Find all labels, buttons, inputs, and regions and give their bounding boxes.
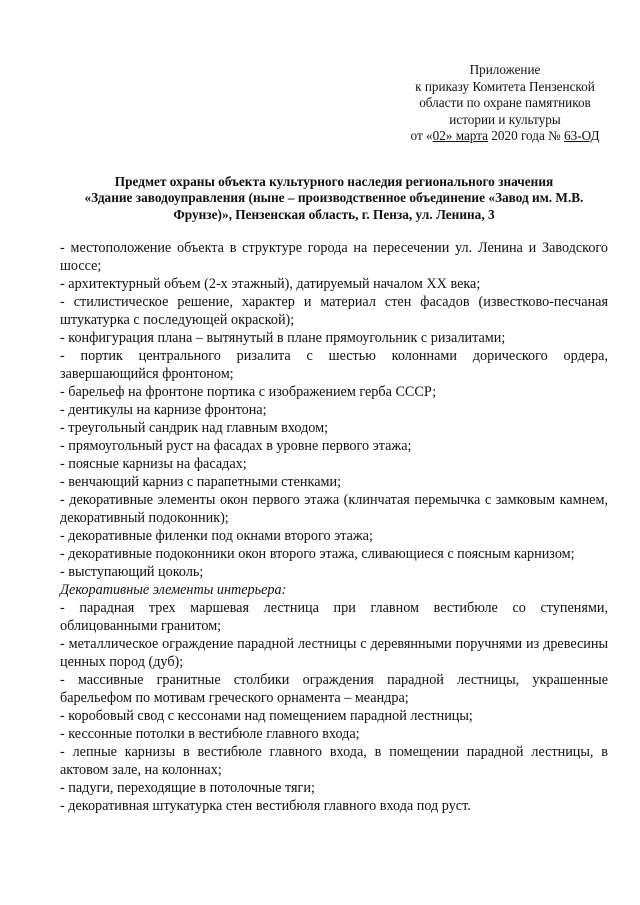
- document-body: [60, 239, 608, 815]
- date-day: 02: [432, 128, 446, 144]
- interior-heading: Декоративные элементы интерьера:: [60, 582, 287, 598]
- list-item: - портик центрального ризалита с шестью колоннами дорического ордера, завершающийся фронтоном;: [60, 348, 608, 382]
- interior-list-item: - падуги, переходящие в потолочные тяги;: [60, 780, 315, 796]
- appendix-committee: области по охране памятников: [419, 95, 591, 111]
- date-year: 2020 года №: [488, 128, 565, 144]
- list-item: - венчающий карниз с парапетными стенками;: [60, 474, 342, 490]
- list-item: - декоративные филенки под окнами второго этажа;: [60, 528, 373, 544]
- list-item: - декоративные подоконники окон второго этажа, сливающиеся с поясным карнизом;: [60, 546, 575, 562]
- interior-list-item: - коробовый свод с кессонами над помещением парадной лестницы;: [60, 708, 473, 724]
- interior-list-item: - декоративная штукатурка стен вестибюля главного входа под руст.: [60, 798, 471, 814]
- title-line-2: «Здание заводоуправления (ныне – производственное объединение «Завод им. М.В.: [84, 190, 584, 206]
- interior-list-item: - массивные гранитные столбики ограждения парадной лестницы, украшенные барельефом по мотивам греческого орнамента – меандра;: [60, 672, 608, 706]
- list-item: - местоположение объекта в структуре города на пересечении ул. Ленина и Заводского шоссе;: [60, 240, 608, 274]
- list-item: - дентикулы на карнизе фронтона;: [60, 402, 267, 418]
- list-item: - конфигурация плана – вытянутый в плане прямоугольник с ризалитами;: [60, 330, 506, 346]
- list-item: - стилистическое решение, характер и материал стен фасадов (известково-песчаная штукатурка с последующей окраской);: [60, 294, 608, 328]
- date-prefix: от «: [410, 128, 433, 144]
- interior-list-item: - лепные карнизы в вестибюле главного входа, в помещении парадной лестницы, в актовом зале, на колоннах;: [60, 744, 608, 778]
- title-line-3: Фрунзе)», Пензенская область, г. Пенза, ул. Ленина, 3: [173, 206, 495, 222]
- appendix-date-line: [400, 128, 610, 145]
- appendix-order-ref: к приказу Комитета Пензенской: [415, 78, 595, 94]
- date-month: марта: [455, 128, 488, 144]
- order-number: 63-ОД: [564, 128, 600, 144]
- title-line-1: Предмет охраны объекта культурного наследия регионального значения: [114, 174, 554, 189]
- list-item: - архитектурный объем (2-х этажный), датируемый началом XX века;: [60, 276, 481, 292]
- list-item: - барельеф на фронтоне портика с изображением герба СССР;: [60, 384, 437, 400]
- list-item: - поясные карнизы на фасадах;: [60, 456, 247, 472]
- document-title: [60, 174, 608, 223]
- appendix-committee-cont: истории и культуры: [449, 111, 561, 127]
- interior-list-item: - кессонные потолки в вестибюле главного входа;: [60, 726, 360, 742]
- list-item: - прямоугольный руст на фасадах в уровне первого этажа;: [60, 438, 412, 454]
- interior-list-item: - парадная трех маршевая лестница при главном вестибюле со ступенями, облицованными гранитом;: [60, 600, 608, 634]
- interior-list-item: - металлическое ограждение парадной лестницы с деревянными поручнями из древесины ценных пород (дуб);: [60, 636, 608, 670]
- list-item: - треугольный сандрик над главным входом;: [60, 420, 329, 436]
- date-sep: »: [445, 128, 456, 144]
- appendix-label: Приложение: [469, 62, 541, 77]
- list-item: - декоративные элементы окон первого этажа (клинчатая перемычка с замковым камнем, декоративный подоконник);: [60, 492, 608, 526]
- appendix-header: [400, 62, 610, 145]
- list-item: - выступающий цоколь;: [60, 564, 204, 580]
